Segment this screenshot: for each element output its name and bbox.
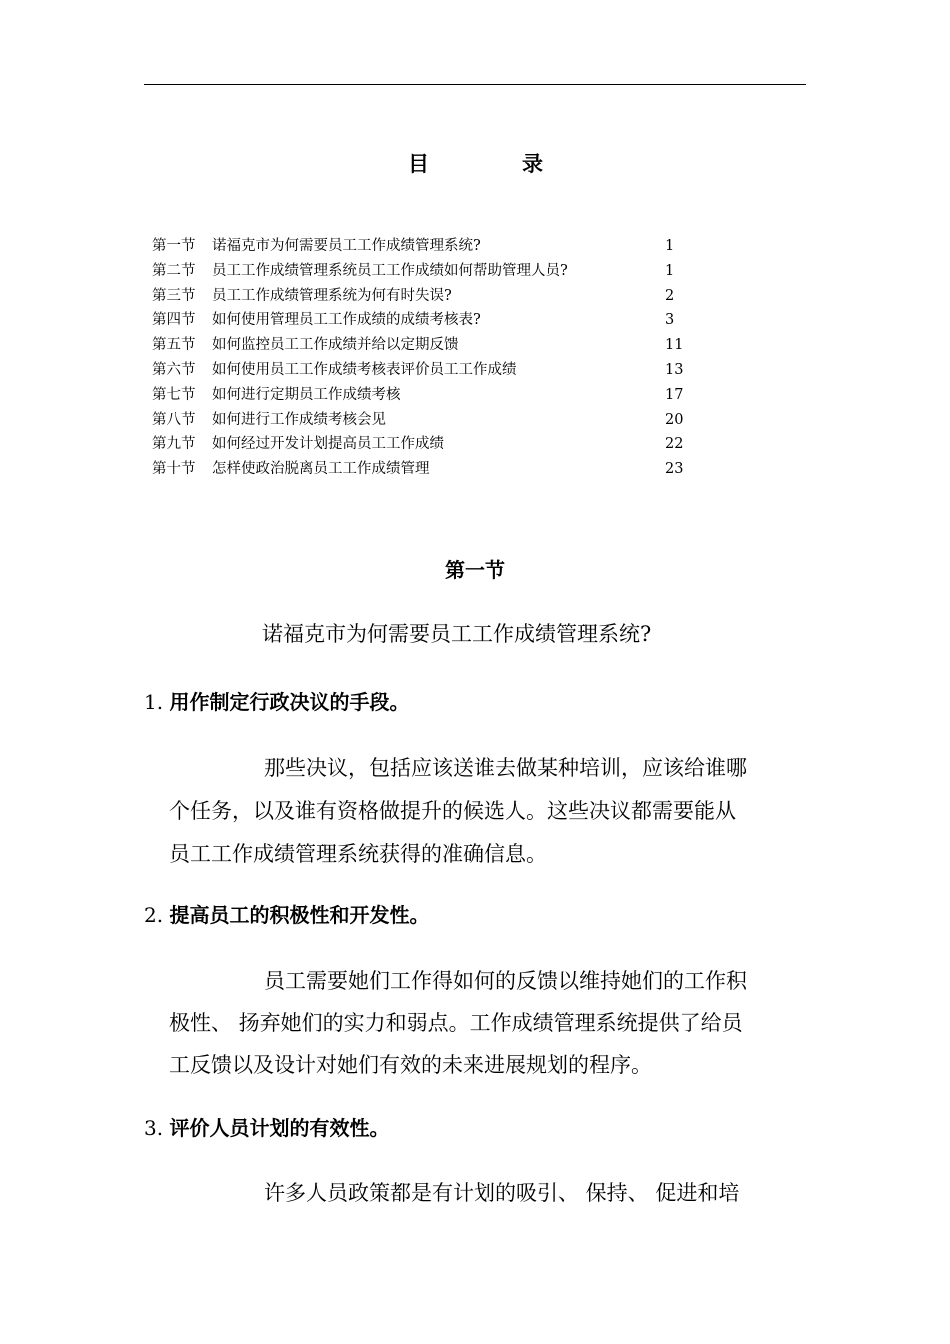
toc-entry-label: 如何使用管理员工工作成绩的成绩考核表? [212, 312, 481, 329]
toc-entry-number: 第五节 [152, 337, 196, 354]
toc-entry[interactable] [152, 333, 712, 358]
toc-entry[interactable] [152, 259, 712, 284]
toc-entry-label: 怎样使政治脱离员工工作成绩管理 [212, 461, 430, 478]
paragraph-line: 个任务，以及谁有资格做提升的候选人。这些决议都需要能从 [169, 799, 736, 823]
toc-entry-page: 20 [665, 411, 684, 428]
paragraph-line: 极性、 扬弃她们的实力和弱点。工作成绩管理系统提供了给员 [169, 1011, 743, 1035]
item-index: 1. [144, 690, 164, 714]
item-index: 2. [144, 903, 164, 927]
item-index: 3. [144, 1116, 164, 1140]
toc-title-left: 目 [408, 152, 429, 176]
item-heading [144, 686, 409, 715]
toc-entry-number: 第七节 [152, 386, 196, 403]
toc-entry-label: 如何进行工作成绩考核会见 [212, 411, 386, 428]
toc-entry[interactable] [152, 308, 712, 333]
toc-entry[interactable] [152, 358, 712, 383]
toc-entry-page: 1 [665, 262, 675, 279]
toc-entry-label: 诺福克市为何需要员工工作成绩管理系统? [212, 238, 481, 254]
toc-entry[interactable] [152, 457, 712, 482]
toc-entry-page: 13 [665, 361, 684, 378]
item-heading [144, 899, 429, 928]
section-heading: 第一节 [445, 558, 505, 582]
toc-entry-number: 第六节 [152, 361, 196, 378]
toc-entry-number: 第九节 [152, 436, 196, 453]
toc-entry-page: 22 [665, 436, 684, 453]
toc-entry-page: 1 [665, 238, 675, 254]
toc-entry-page: 23 [665, 461, 684, 478]
table-of-contents [152, 234, 712, 482]
toc-entry[interactable] [152, 284, 712, 309]
toc-entry-number: 第一节 [152, 238, 196, 254]
toc-entry-number: 第四节 [152, 312, 196, 329]
toc-entry-page: 3 [665, 312, 675, 329]
toc-title-right: 录 [522, 152, 543, 176]
toc-entry-number: 第三节 [152, 287, 196, 304]
toc-entry-number: 第二节 [152, 262, 196, 279]
toc-entry[interactable] [152, 408, 712, 433]
item-title: 用作制定行政决议的手段。 [169, 690, 410, 714]
toc-entry-label: 如何进行定期员工作成绩考核 [212, 386, 401, 403]
paragraph-line: 许多人员政策都是有计划的吸引、 保持、 促进和培 [264, 1181, 740, 1205]
toc-entry-label: 如何经过开发计划提高员工工作成绩 [212, 436, 444, 453]
item-title: 评价人员计划的有效性。 [169, 1116, 390, 1140]
toc-entry-label: 如何监控员工工作成绩并给以定期反馈 [212, 337, 459, 354]
toc-entry-label: 员工工作成绩管理系统为何有时失误? [212, 287, 452, 304]
toc-entry-label: 员工工作成绩管理系统员工工作成绩如何帮助管理人员? [212, 262, 568, 279]
paragraph-line: 员工需要她们工作得如何的反馈以维持她们的工作积 [264, 969, 747, 993]
toc-title [0, 148, 950, 178]
toc-entry-label: 如何使用员工工作成绩考核表评价员工工作成绩 [212, 361, 517, 378]
toc-entry-page: 17 [665, 386, 684, 403]
section-subtitle: 诺福克市为何需要员工工作成绩管理系统? [262, 622, 652, 646]
item-heading [144, 1112, 389, 1141]
toc-entry[interactable] [152, 234, 712, 259]
toc-entry[interactable] [152, 432, 712, 457]
paragraph-line: 那些决议，包括应该送谁去做某种培训，应该给谁哪 [264, 756, 747, 780]
toc-entry-number: 第八节 [152, 411, 196, 428]
item-title: 提高员工的积极性和开发性。 [169, 903, 430, 927]
paragraph-line: 工反馈以及设计对她们有效的未来进展规划的程序。 [169, 1053, 652, 1077]
header-rule [144, 84, 806, 85]
toc-entry-number: 第十节 [152, 461, 196, 478]
paragraph-line: 员工工作成绩管理系统获得的准确信息。 [169, 842, 547, 866]
toc-entry[interactable] [152, 383, 712, 408]
toc-entry-page: 11 [665, 337, 684, 354]
toc-entry-page: 2 [665, 287, 675, 304]
